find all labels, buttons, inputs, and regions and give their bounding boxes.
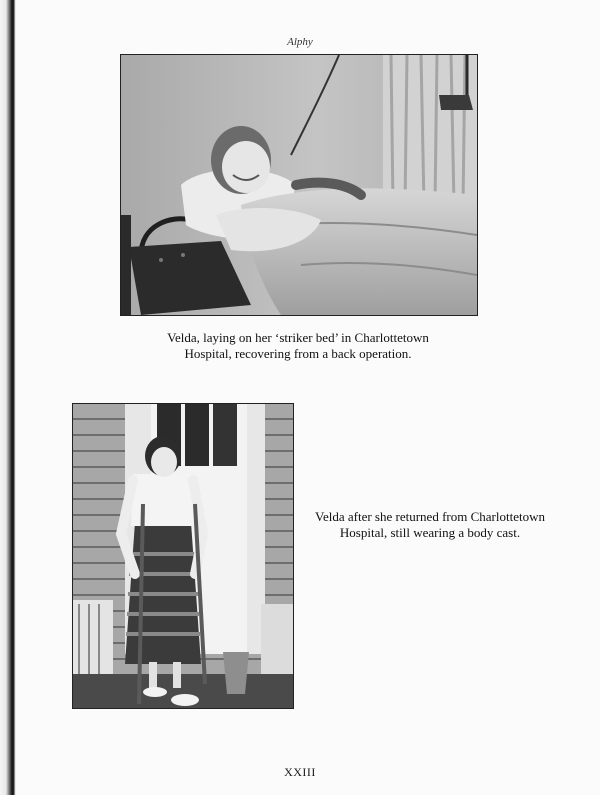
caption-line: Velda, laying on her ‘striker bed’ in Charlottetown <box>167 330 429 345</box>
crutches-photo <box>72 403 294 709</box>
book-binding <box>0 0 16 795</box>
running-header: Alphy <box>287 36 313 48</box>
photo-caption-2 <box>300 509 560 541</box>
page-number: XXIII <box>284 765 316 779</box>
hospital-bed-photo <box>120 54 478 316</box>
caption-line: Velda after she returned from Charlottetown <box>315 509 545 524</box>
caption-line: Hospital, recovering from a back operation. <box>184 346 412 361</box>
caption-line: Hospital, still wearing a body cast. <box>339 525 521 540</box>
photo-caption-1 <box>130 330 466 362</box>
